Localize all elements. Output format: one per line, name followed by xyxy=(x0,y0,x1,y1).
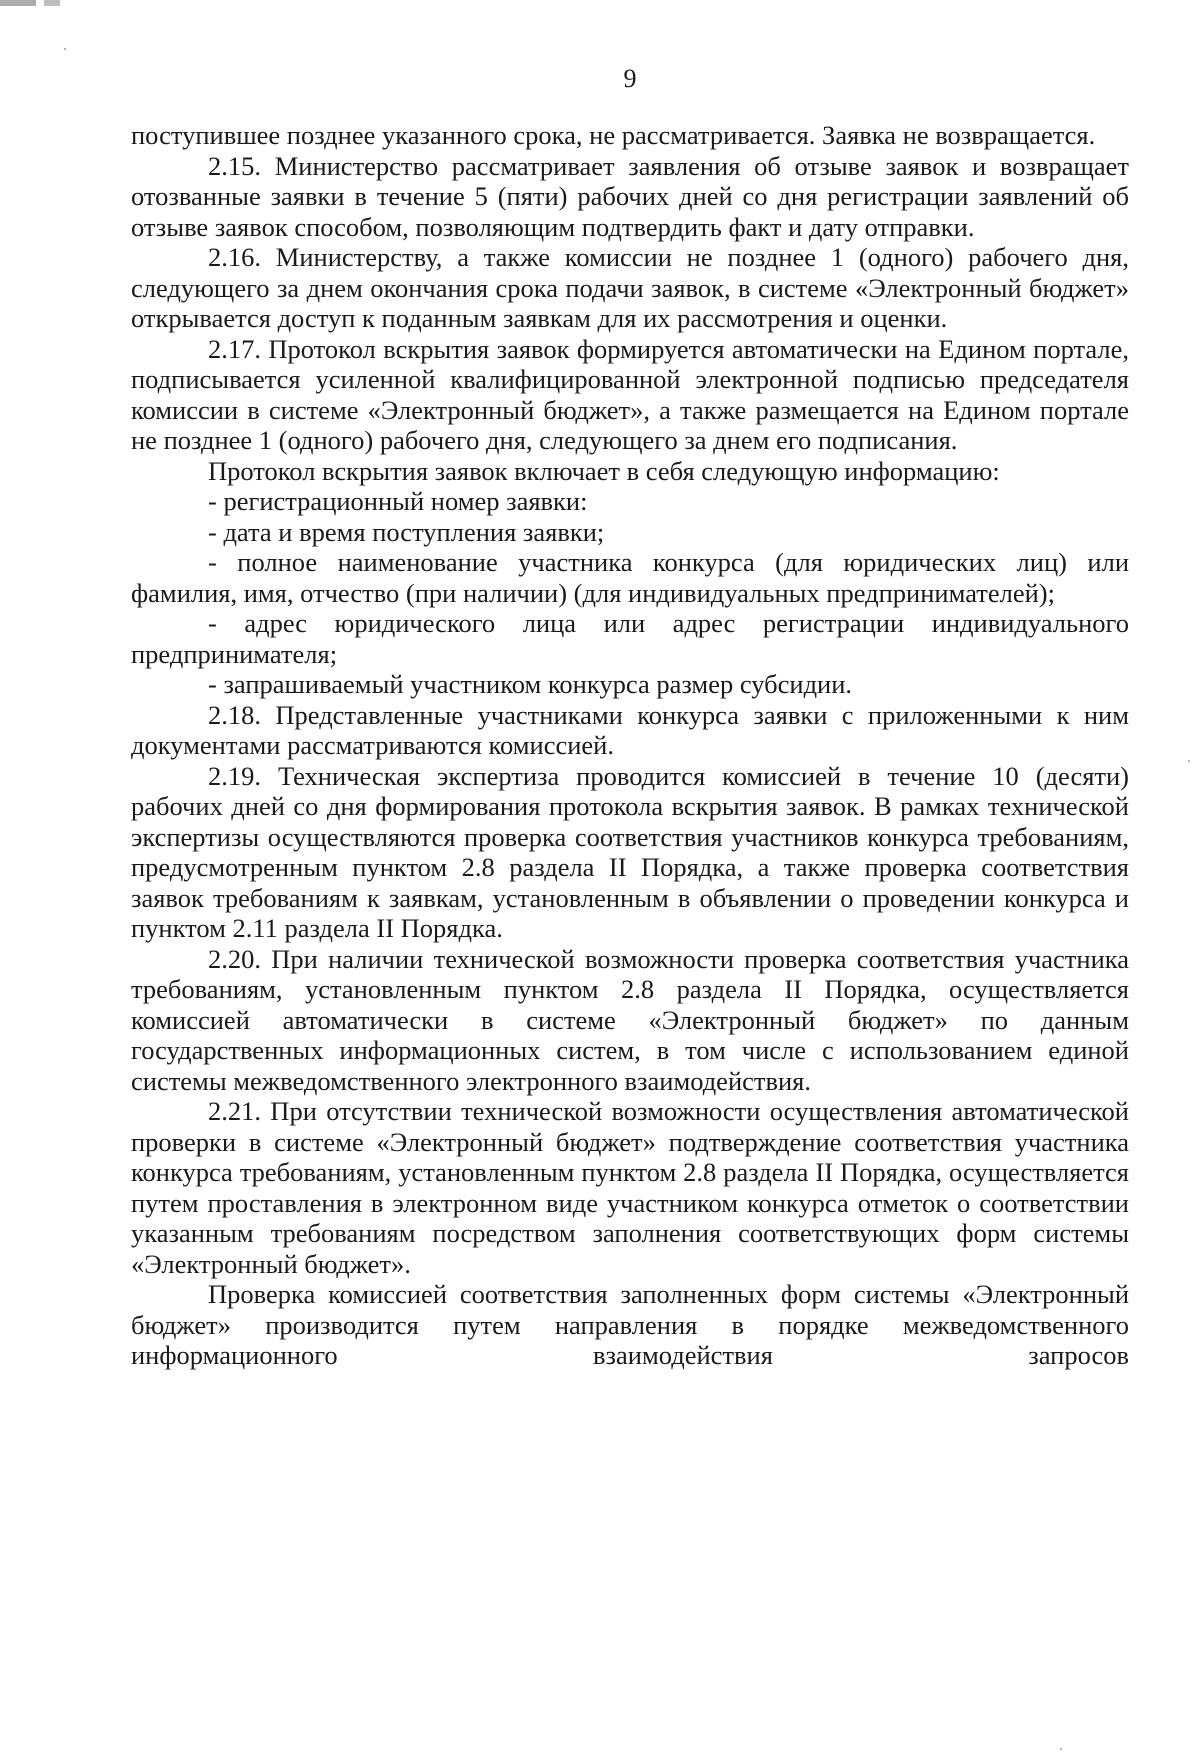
page-number: 9 xyxy=(623,64,637,93)
list-item: - адрес юридического лица или адрес регистрации индивидуального предпринимателя; xyxy=(131,608,1129,669)
paragraph-2-20: 2.20. При наличии технической возможности проверка соответствия участника требованиям, установленным пунктом 2.8 раздела II Порядка, осуществляется комиссией автоматически в системе «Электронный бюджет» по данным государственных информационных систем, в том числе с использованием единой системы межведомственного электронного взаимодействия. xyxy=(131,943,1129,1096)
scan-speck xyxy=(64,48,66,50)
scan-speck xyxy=(1060,1748,1062,1750)
list-item: - запрашиваемый участником конкурса размер субсидии. xyxy=(208,669,853,699)
paragraph-2-17: 2.17. Протокол вскрытия заявок формируется автоматически на Едином портале, подписывается усиленной квалифицированной электронной подписью председателя комиссии в системе «Электронный бюджет», а также размещается на Едином портале не позднее 1 (одного) рабочего дня, следующего за днем его подписания. xyxy=(131,333,1129,455)
paragraph-protocol-intro: Протокол вскрытия заявок включает в себя следующую информацию: xyxy=(208,455,1000,486)
scan-artifact xyxy=(0,0,90,6)
scan-speck xyxy=(1188,760,1190,762)
paragraph-2-21: 2.21. При отсутствии технической возможности осуществления автоматической проверки в системе «Электронный бюджет» подтверждение соответствия участника конкурса требованиям, установленным пунктом 2.8 раздела II Порядка, осуществляется путем проставления в электронном виде участником конкурса отметок о соответствии указанным требованиям посредством заполнения соответствующих форм системы «Электронный бюджет». xyxy=(131,1096,1129,1279)
paragraph-2-19: 2.19. Техническая экспертиза проводится комиссией в течение 10 (десяти) рабочих дней со дня формирования протокола вскрытия заявок. В рамках технической экспертизы осуществляются проверка соответствия участников конкурса требованиям, предусмотренным пунктом 2.8 раздела II Порядка, а также проверка соответствия заявок требованиям к заявкам, установленным в объявлении о проведении конкурса и пунктом 2.11 раздела II Порядка. xyxy=(131,760,1129,943)
document-body xyxy=(131,120,1129,1371)
paragraph-2-16: 2.16. Министерству, а также комиссии не позднее 1 (одного) рабочего дня, следующего за днем окончания срока подачи заявок, в системе «Электронный бюджет» открывается доступ к поданным заявкам для их рассмотрения и оценки. xyxy=(131,242,1129,333)
list-item: - регистрационный номер заявки: xyxy=(208,486,588,516)
paragraph-2-15: 2.15. Министерство рассматривает заявления об отзыве заявок и возвращает отозванные заявки в течение 5 (пяти) рабочих дней со дня регистрации заявлений об отзыве заявок способом, позволяющим подтвердить факт и дату отправки. xyxy=(131,150,1129,242)
paragraph-2-18: 2.18. Представленные участниками конкурса заявки с приложенными к ним документами рассматриваются комиссией. xyxy=(131,699,1129,760)
list-item: - полное наименование участника конкурса (для юридических лиц) или фамилия, имя, отчество (при наличии) (для индивидуальных предпринимателей); xyxy=(131,547,1129,608)
paragraph-verification: Проверка комиссией соответствия заполненных форм системы «Электронный бюджет» производится путем направления в порядке межведомственного информационного взаимодействия запросов xyxy=(131,1279,1129,1370)
paragraph: поступившее позднее указанного срока, не рассматривается. Заявка не возвращается. xyxy=(131,120,1096,150)
list-item: - дата и время поступления заявки; xyxy=(208,516,605,547)
